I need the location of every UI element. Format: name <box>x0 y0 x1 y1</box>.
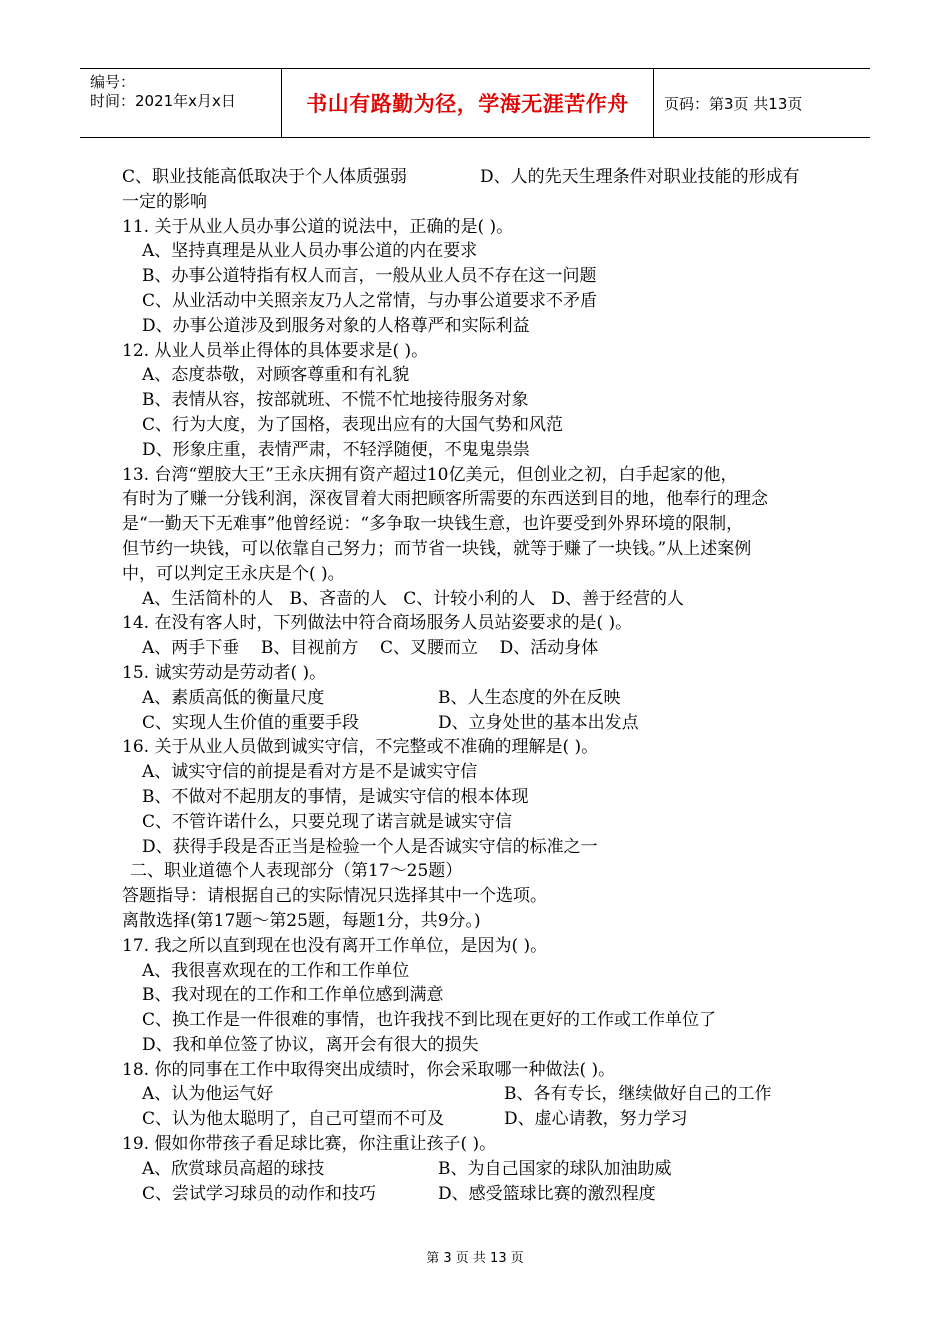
q15-option-b: B、人生态度的外在反映 <box>438 687 621 708</box>
q19-options-ab <box>122 1157 842 1182</box>
q18-options-cd <box>122 1107 842 1132</box>
header-left-cell <box>80 69 282 137</box>
header-bianhao: 编号： <box>90 73 136 91</box>
q13-options: A、生活简朴的人 B、吝啬的人 C、计较小利的人 D、善于经营的人 <box>142 588 685 609</box>
header-motto: 书山有路勤为径，学海无涯苦作舟 <box>282 69 654 137</box>
q14-options: A、两手下垂 B、目视前方 C、叉腰而立 D、活动身体 <box>142 638 599 659</box>
q10-options-cd <box>122 165 842 190</box>
q18-options-ab <box>122 1082 842 1107</box>
q11-stem: 11. 关于从业人员办事公道的说法中，正确的是( )。 <box>122 216 514 237</box>
q18-stem: 18. 你的同事在工作中取得突出成绩时，你会采取哪一种做法( )。 <box>122 1059 616 1080</box>
q11-option-b: B、办事公道特指有权人而言，一般从业人员不存在这一问题 <box>142 266 597 287</box>
page-header-table <box>80 68 870 138</box>
q12-option-d: D、形象庄重，表情严肃，不轻浮随便，不鬼鬼祟祟 <box>142 439 530 460</box>
q13-stem-line1: 13. 台湾“塑胶大王”王永庆拥有资产超过10亿美元，但创业之初，白手起家的他， <box>122 464 738 485</box>
q10-option-d: D、人的先天生理条件对职业技能的形成有 <box>480 167 800 187</box>
q16-option-c: C、不管许诺什么，只要兑现了诺言就是诚实守信 <box>142 811 513 832</box>
q16-option-b: B、不做对不起朋友的事情，是诚实守信的根本体现 <box>142 786 529 807</box>
q19-option-c: C、尝试学习球员的动作和技巧 <box>142 1183 377 1204</box>
q15-option-a: A、素质高低的衡量尺度 <box>142 687 325 708</box>
q19-option-d: D、感受篮球比赛的激烈程度 <box>438 1183 656 1204</box>
q11-option-c: C、从业活动中关照亲友乃人之常情，与办事公道要求不矛盾 <box>142 290 598 311</box>
q14-stem: 14. 在没有客人时，下列做法中符合商场服务人员站姿要求的是( )。 <box>122 613 633 634</box>
header-page-code: 页码：第3页 共13页 <box>664 94 803 113</box>
q12-option-c: C、行为大度，为了国格，表现出应有的大国气势和风范 <box>142 414 564 435</box>
document-body <box>122 165 842 1206</box>
header-time: 时间：2021年x月x日 <box>90 92 236 110</box>
section2-discrete: 离散选择(第17题～第25题，每题1分，共9分。) <box>122 910 481 931</box>
q18-option-c: C、认为他太聪明了，自己可望而不可及 <box>142 1109 445 1130</box>
q18-option-d: D、虚心请教，努力学习 <box>504 1109 688 1130</box>
section2-guide: 答题指导：请根据自己的实际情况只选择其中一个选项。 <box>122 886 547 907</box>
q19-option-a: A、欣赏球员高超的球技 <box>142 1158 325 1179</box>
q19-option-b: B、为自己国家的球队加油助威 <box>438 1158 672 1179</box>
q15-options-ab <box>122 686 842 711</box>
q19-options-cd <box>122 1182 842 1207</box>
q18-option-b: B、各有专长，继续做好自己的工作 <box>504 1084 772 1105</box>
section2-title: 二、职业道德个人表现部分（第17～25题） <box>130 861 463 882</box>
q10-option-d-wrap: 一定的影响 <box>122 191 207 212</box>
q11-option-a: A、坚持真理是从业人员办事公道的内在要求 <box>142 241 478 262</box>
q17-option-c: C、换工作是一件很难的事情，也许我找不到比现在更好的工作或工作单位了 <box>142 1010 717 1031</box>
q16-option-d: D、获得手段是否正当是检验一个人是否诚实守信的标准之一 <box>142 836 598 857</box>
q15-option-c: C、实现人生价值的重要手段 <box>142 712 360 733</box>
q17-option-a: A、我很喜欢现在的工作和工作单位 <box>142 960 410 981</box>
q16-stem: 16. 关于从业人员做到诚实守信，不完整或不准确的理解是( )。 <box>122 737 599 758</box>
q12-option-b: B、表情从容，按部就班、不慌不忙地接待服务对象 <box>142 390 529 411</box>
q15-stem: 15. 诚实劳动是劳动者( )。 <box>122 662 327 683</box>
q10-option-c: C、职业技能高低取决于个人体质强弱 <box>122 167 408 187</box>
q16-option-a: A、诚实守信的前提是看对方是不是诚实守信 <box>142 762 478 783</box>
q17-stem: 17. 我之所以直到现在也没有离开工作单位，是因为( )。 <box>122 935 548 956</box>
q18-option-a: A、认为他运气好 <box>142 1084 274 1105</box>
q13-stem-line5: 中，可以判定王永庆是个( )。 <box>122 563 345 584</box>
q13-stem-line4: 但节约一块钱，可以依靠自己努力；而节省一块钱，就等于赚了一块钱。”从上述案例 <box>122 538 752 559</box>
page-footer: 第 3 页 共 13 页 <box>426 1251 524 1266</box>
q17-option-b: B、我对现在的工作和工作单位感到满意 <box>142 985 444 1006</box>
q11-option-d: D、办事公道涉及到服务对象的人格尊严和实际利益 <box>142 315 530 336</box>
q15-option-d: D、立身处世的基本出发点 <box>438 712 639 733</box>
q15-options-cd <box>122 711 842 736</box>
q12-stem: 12. 从业人员举止得体的具体要求是( )。 <box>122 340 429 361</box>
q12-option-a: A、态度恭敬，对顾客尊重和有礼貌 <box>142 365 410 386</box>
q13-stem-line3: 是“一勤天下无难事”他曾经说：“多争取一块钱生意，也许要受到外界环境的限制， <box>122 514 744 535</box>
q19-stem: 19. 假如你带孩子看足球比赛，你注重让孩子( )。 <box>122 1134 497 1155</box>
q17-option-d: D、我和单位签了协议，离开会有很大的损失 <box>142 1034 479 1055</box>
q13-stem-line2: 有时为了赚一分钱利润，深夜冒着大雨把顾客所需要的东西送到目的地，他奉行的理念 <box>122 489 768 510</box>
